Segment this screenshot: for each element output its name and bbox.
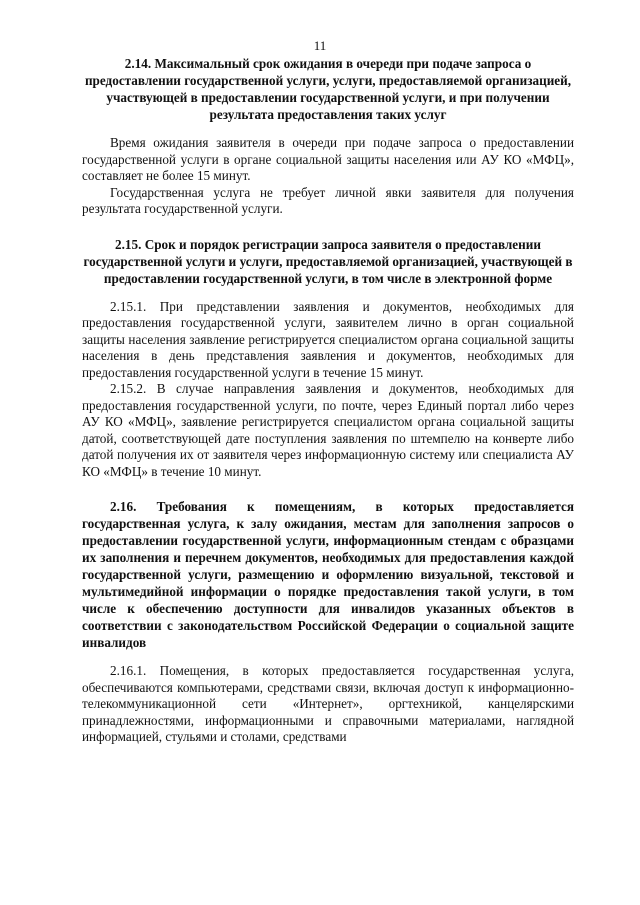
section-2-15-paragraph-2: 2.15.2. В случае направления заявления и документов, необходимых для предоставления государственной услуги, по почте, через Единый портал либо через АУ КО «МФЦ», заявление регистрируется специалистом органа социальной защиты датой, соответствующей дате поступления заявления по штемпелю на конверте либо датой получения их от заявителя через информационную систему или специалиста АУ КО «МФЦ» в течение 10 минут. (82, 381, 574, 479)
section-2-14-paragraph-1: Время ожидания заявителя в очереди при подаче запроса о предоставлении государственной услуги в органе социальной защиты населения или АУ КО «МФЦ», составляет не более 15 минут. (82, 135, 574, 183)
section-2-16-heading: 2.16. Требования к помещениям, в которых предоставляется государственная услуга, к залу ожидания, местам для заполнения запросов о предоставлении государственной услуги, информационным стендам с образцами их заполнения и перечнем документов, необходимых для предоставления каждой государственной услуги, размещению и оформлению визуальной, текстовой и мультимедийной информации о порядке предоставления такой услуги, в том числе к обеспечению доступности для инвалидов указанных объектов в соответствии с законодательством Российской Федерации о социальной защите инвалидов (82, 499, 574, 650)
section-2-14-heading: 2.14. Максимальный срок ожидания в очереди при подаче запроса о предоставлении государственной услуги, услуги, предоставляемой организацией, участвующей в предоставлении государственной услуги, и при получении результата предоставления таких услуг (84, 56, 572, 122)
page-number: 11 (313, 38, 327, 53)
section-2-14-paragraph-2: Государственная услуга не требует личной явки заявителя для получения результата государственной услуги. (82, 184, 574, 216)
section-2-16-paragraph-1: 2.16.1. Помещения, в которых предоставляется государственная услуга, обеспечиваются компьютерами, средствами связи, включая доступ к информационно-телекоммуникационной сети «Интернет», оргтехникой, канцелярскими принадлежностями, информационными и справочными материалами, наглядной информацией, стульями и столами, средствами (82, 663, 574, 744)
section-2-15-heading: 2.15. Срок и порядок регистрации запроса заявителя о предоставлении государственной услуги и услуги, предоставляемой организацией, участвующей в предоставлении государственной услуги, в том числе в электронной форме (83, 236, 573, 286)
page-content (82, 55, 574, 746)
section-2-15-paragraph-1: 2.15.1. При представлении заявления и документов, необходимых для предоставления государственной услуги, заявителем лично в орган социальной защиты населения заявление регистрируется специалистом органа социальной защиты населения в день представления заявления и документов, необходимых для предоставления государственной услуги в течение 15 минут. (82, 298, 574, 380)
